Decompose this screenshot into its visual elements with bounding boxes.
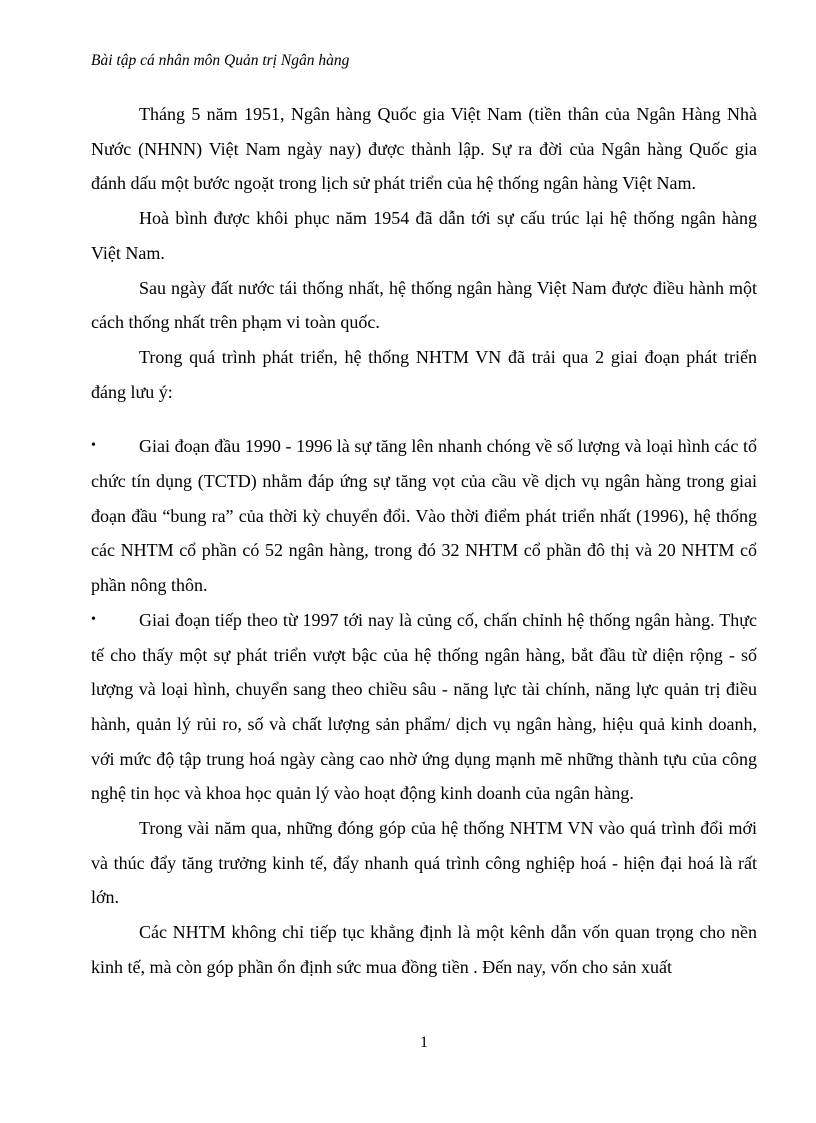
paragraph-history-1951: Tháng 5 năm 1951, Ngân hàng Quốc gia Việt Nam (tiền thân của Ngân Hàng Nhà Nước (NHNN) Việt Nam ngày nay) được thành lập. Sự ra đời của Ngân hàng Quốc gia đánh dấu một bước ngoặt trong lịch sử phát triển của hệ thống ngân hàng Việt Nam. [91,104,757,194]
page-number: 1 [420,1034,428,1051]
paragraph-contributions: Trong vài năm qua, những đóng góp của hệ thống NHTM VN vào quá trình đổi mới và thúc đẩy tăng trưởng kinh tế, đẩy nhanh quá trình công nghiệp hoá - hiện đại hoá là rất lớn. [91,818,757,908]
paragraph-peace-1954: Hoà bình được khôi phục năm 1954 đã dẫn tới sự cấu trúc lại hệ thống ngân hàng Việt Nam. [91,208,757,263]
running-header: Bài tập cá nhân môn Quản trị Ngân hàng [91,52,350,69]
paragraph-capital-channel: Các NHTM không chỉ tiếp tục khẳng định là một kênh dẫn vốn quan trọng cho nền kinh tế, mà còn góp phần ổn định sức mua đồng tiền . Đến nay, vốn cho sản xuất [91,922,757,977]
document-body [91,97,757,985]
bullet-item-stage-1 [91,429,757,603]
bullet-text-stage-2: Giai đoạn tiếp theo từ 1997 tới nay là củng cố, chấn chỉnh hệ thống ngân hàng. Thực tế cho thấy một sự phát triển vượt bậc của hệ thống ngân hàng, bắt đầu từ diện rộng - số lượng và loại hình, chuyển sang theo chiều sâu - năng lực tài chính, năng lực quản trị điều hành, quản lý rủi ro, số và chất lượng sản phẩm/ dịch vụ ngân hàng, hiệu quả kinh doanh, với mức độ tập trung hoá ngày càng cao nhờ ứng dụng mạnh mẽ những thành tựu của công nghệ tin học và khoa học quản lý vào hoạt động kinh doanh của ngân hàng. [91,609,757,804]
bullet-icon: • [91,438,96,454]
bullet-icon: • [91,611,96,627]
bullet-item-stage-2 [91,603,757,811]
paragraph-reunification: Sau ngày đất nước tái thống nhất, hệ thống ngân hàng Việt Nam được điều hành một cách thống nhất trên phạm vi toàn quốc. [91,277,757,333]
bullet-text-stage-1: Giai đoạn đầu 1990 - 1996 là sự tăng lên nhanh chóng về số lượng và loại hình các tổ chức tín dụng (TCTD) nhằm đáp ứng sự tăng vọt của cầu về dịch vụ ngân hàng trong giai đoạn đầu “bung ra” của thời kỳ chuyển đổi. Vào thời điểm phát triển nhất (1996), hệ thống các NHTM cổ phần có 52 ngân hàng, trong đó 32 NHTM cổ phần đô thị và 20 NHTM cổ phần nông thôn. [91,436,757,596]
paragraph-development-stages: Trong quá trình phát triển, hệ thống NHTM VN đã trải qua 2 giai đoạn phát triển đáng lưu ý: [91,346,757,402]
